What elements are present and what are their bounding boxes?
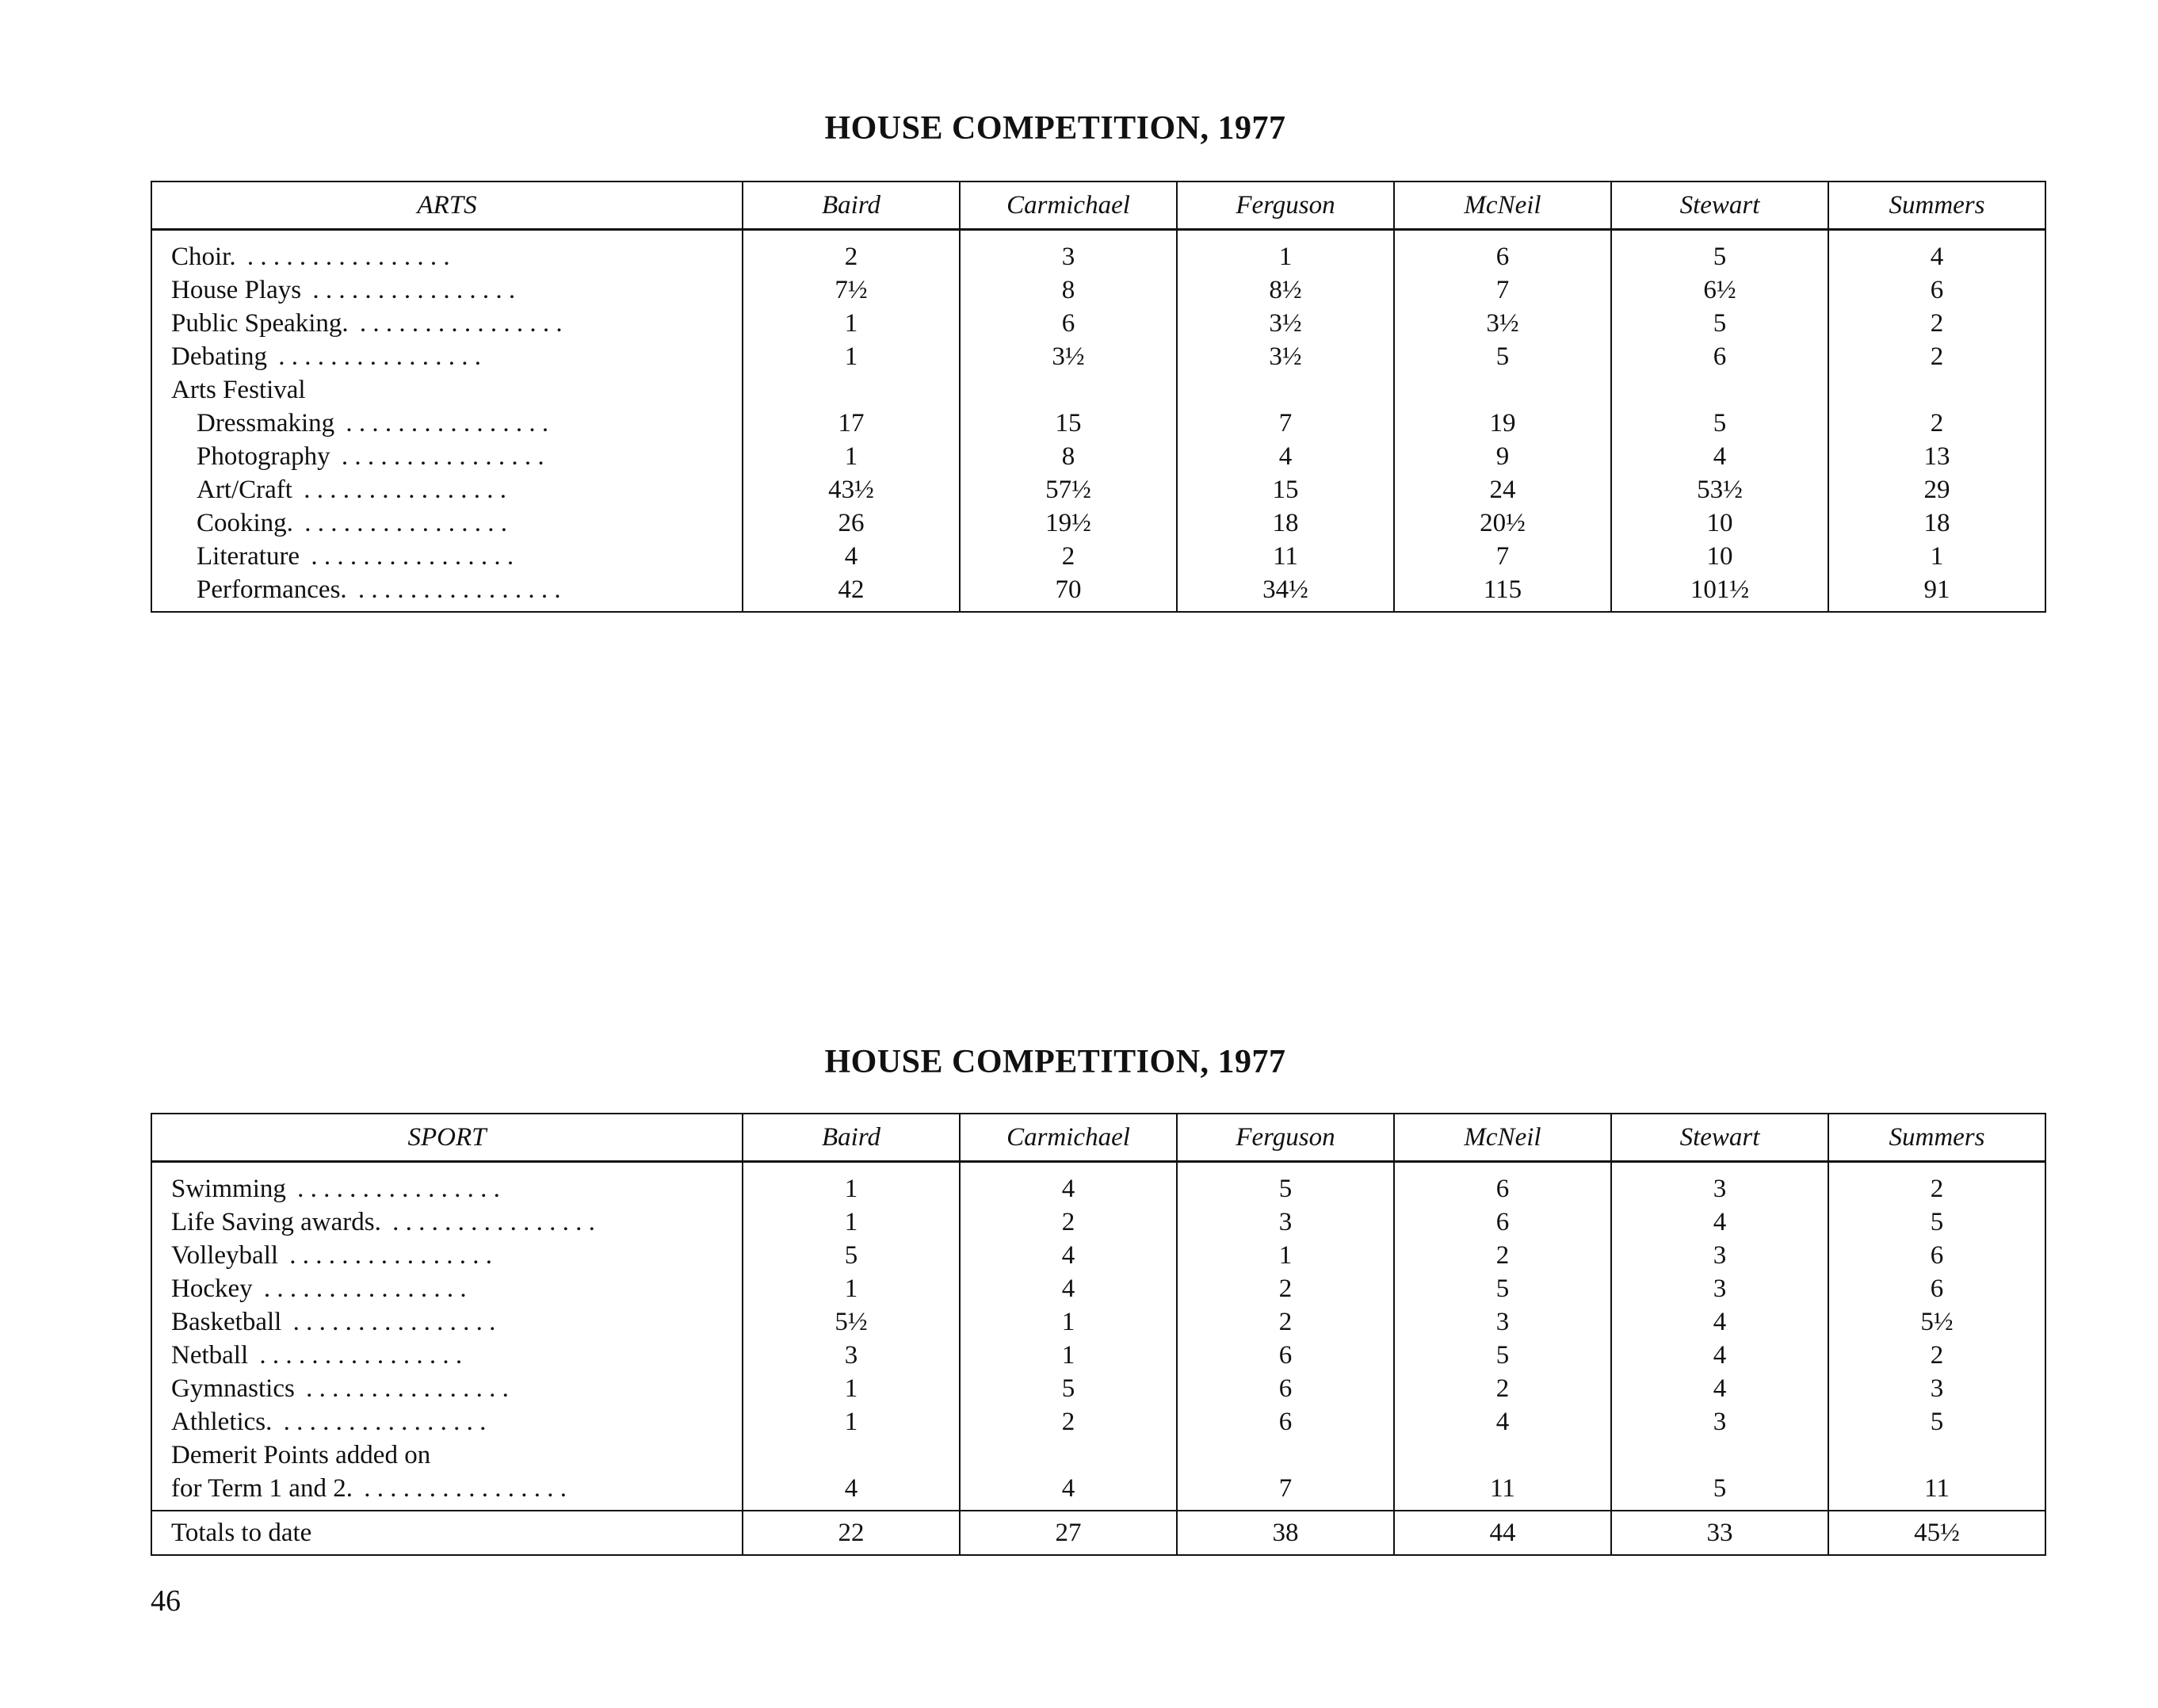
row-label <box>151 1439 743 1472</box>
score-cell: 3 <box>1611 1272 1828 1305</box>
total-ferguson: 38 <box>1177 1511 1394 1555</box>
score-cell: 18 <box>1177 506 1394 540</box>
score-cell: 2 <box>1177 1305 1394 1339</box>
score-cell: 1 <box>960 1339 1177 1372</box>
row-label <box>151 1305 743 1339</box>
row-label <box>151 273 743 307</box>
score-cell: 2 <box>960 1206 1177 1239</box>
score-cell: 6 <box>1828 1272 2045 1305</box>
sport-table <box>151 1113 2046 1556</box>
table-row <box>151 1162 2045 1206</box>
row-label-text: Public Speaking. <box>171 309 353 338</box>
score-cell: 13 <box>1828 440 2045 473</box>
row-label-text: Volleyball <box>171 1241 283 1270</box>
row-label <box>151 340 743 373</box>
score-cell: 15 <box>1177 473 1394 506</box>
dot-leader: . . . . . . . . . . . . . . . . <box>299 1374 509 1403</box>
table-row <box>151 473 2045 506</box>
score-cell: 1 <box>960 1305 1177 1339</box>
score-cell: 115 <box>1394 573 1611 612</box>
dot-leader: . . . . . . . . . . . . . . . . <box>339 408 549 438</box>
score-cell: 1 <box>743 1405 960 1439</box>
score-cell: 3½ <box>1177 340 1394 373</box>
score-cell: 5 <box>743 1239 960 1272</box>
row-label <box>151 473 743 506</box>
dot-leader: . . . . . . . . . . . . . . . . <box>297 508 507 537</box>
table-row <box>151 573 2045 612</box>
score-cell: 4 <box>743 540 960 573</box>
score-cell: 2 <box>1828 407 2045 440</box>
row-label <box>151 573 743 612</box>
total-stewart: 33 <box>1611 1511 1828 1555</box>
score-cell: 5 <box>1177 1162 1394 1206</box>
score-cell: 5½ <box>1828 1305 2045 1339</box>
row-label-text: House Plays <box>171 276 306 304</box>
table-row <box>151 1472 2045 1511</box>
row-label <box>151 440 743 473</box>
score-cell: 4 <box>1828 230 2045 274</box>
totals-row <box>151 1511 2045 1555</box>
header-baird: Baird <box>743 181 960 230</box>
score-cell: 5 <box>1828 1405 2045 1439</box>
header-carmichael: Carmichael <box>960 181 1177 230</box>
score-cell: 5 <box>1611 407 1828 440</box>
score-cell <box>743 373 960 407</box>
row-label-text: Literature <box>197 542 304 571</box>
row-label <box>151 230 743 274</box>
row-label-text: for Term 1 and 2. <box>171 1474 357 1503</box>
score-cell: 3 <box>1611 1162 1828 1206</box>
row-label-text: Demerit Points added on <box>171 1441 435 1469</box>
score-cell: 6 <box>1611 340 1828 373</box>
table-row <box>151 506 2045 540</box>
row-label-text: Debating <box>171 342 272 371</box>
score-cell: 2 <box>1828 1162 2045 1206</box>
score-cell: 3 <box>960 230 1177 274</box>
score-cell: 8 <box>960 440 1177 473</box>
score-cell: 19½ <box>960 506 1177 540</box>
score-cell: 3 <box>1394 1305 1611 1339</box>
score-cell: 19 <box>1394 407 1611 440</box>
sport-category-header: SPORT <box>151 1114 743 1162</box>
score-cell: 10 <box>1611 506 1828 540</box>
score-cell: 5 <box>1828 1206 2045 1239</box>
score-cell: 1 <box>1177 1239 1394 1272</box>
row-label-text: Athletics. <box>171 1408 277 1436</box>
totals-label: Totals to date <box>151 1511 743 1555</box>
score-cell: 29 <box>1828 473 2045 506</box>
dot-leader: . . . . . . . . . . . . . . . . <box>304 541 514 571</box>
row-label <box>151 1405 743 1439</box>
score-cell: 6 <box>1177 1339 1394 1372</box>
score-cell <box>960 1439 1177 1472</box>
table-row <box>151 373 2045 407</box>
table-row <box>151 340 2045 373</box>
score-cell: 5 <box>1611 230 1828 274</box>
score-cell: 57½ <box>960 473 1177 506</box>
score-cell <box>1394 373 1611 407</box>
total-carmichael: 27 <box>960 1511 1177 1555</box>
arts-header-row <box>151 181 2045 230</box>
row-label <box>151 540 743 573</box>
score-cell <box>1611 373 1828 407</box>
score-cell: 6 <box>1177 1405 1394 1439</box>
score-cell: 2 <box>743 230 960 274</box>
score-cell: 3½ <box>960 340 1177 373</box>
arts-table-title: HOUSE COMPETITION, 1977 <box>824 110 1286 147</box>
score-cell: 4 <box>960 1239 1177 1272</box>
score-cell: 3 <box>1828 1372 2045 1405</box>
header-ferguson: Ferguson <box>1177 1114 1394 1162</box>
score-cell: 20½ <box>1394 506 1611 540</box>
row-label-text: Photography <box>197 442 335 471</box>
dot-leader: . . . . . . . . . . . . . . . . <box>353 308 563 338</box>
score-cell: 1 <box>743 307 960 340</box>
table-row <box>151 273 2045 307</box>
score-cell: 5 <box>960 1372 1177 1405</box>
row-label-text: Performances. <box>197 575 352 604</box>
header-mcneil: McNeil <box>1394 1114 1611 1162</box>
score-cell: 1 <box>743 440 960 473</box>
score-cell: 2 <box>960 1405 1177 1439</box>
score-cell: 2 <box>1177 1272 1394 1305</box>
score-cell: 101½ <box>1611 573 1828 612</box>
row-label-text: Netball <box>171 1341 253 1370</box>
table-row <box>151 540 2045 573</box>
arts-table <box>151 181 2046 613</box>
score-cell: 2 <box>1394 1372 1611 1405</box>
score-cell: 17 <box>743 407 960 440</box>
dot-leader: . . . . . . . . . . . . . . . . <box>385 1207 595 1236</box>
table-row <box>151 1339 2045 1372</box>
score-cell <box>743 1439 960 1472</box>
dot-leader: . . . . . . . . . . . . . . . . <box>290 1174 500 1203</box>
total-baird: 22 <box>743 1511 960 1555</box>
row-label <box>151 1162 743 1206</box>
dot-leader: . . . . . . . . . . . . . . . . <box>357 1473 567 1503</box>
sport-header-row <box>151 1114 2045 1162</box>
score-cell: 7 <box>1177 407 1394 440</box>
score-cell: 3 <box>743 1339 960 1372</box>
score-cell: 1 <box>743 340 960 373</box>
row-label <box>151 1272 743 1305</box>
score-cell: 3 <box>1177 1206 1394 1239</box>
score-cell: 5½ <box>743 1305 960 1339</box>
score-cell: 2 <box>1828 340 2045 373</box>
score-cell: 26 <box>743 506 960 540</box>
score-cell: 4 <box>960 1272 1177 1305</box>
score-cell: 5 <box>1611 1472 1828 1511</box>
score-cell: 18 <box>1828 506 2045 540</box>
score-cell: 2 <box>1394 1239 1611 1272</box>
score-cell: 4 <box>743 1472 960 1511</box>
score-cell: 6 <box>960 307 1177 340</box>
score-cell: 8½ <box>1177 273 1394 307</box>
score-cell: 4 <box>1611 1305 1828 1339</box>
row-label <box>151 307 743 340</box>
score-cell: 6 <box>1177 1372 1394 1405</box>
score-cell: 6 <box>1394 230 1611 274</box>
row-label-text: Arts Festival <box>171 376 311 404</box>
score-cell <box>1177 1439 1394 1472</box>
dot-leader: . . . . . . . . . . . . . . . . <box>351 575 561 604</box>
score-cell: 70 <box>960 573 1177 612</box>
table-row <box>151 1439 2045 1472</box>
score-cell: 10 <box>1611 540 1828 573</box>
score-cell: 11 <box>1828 1472 2045 1511</box>
row-label <box>151 506 743 540</box>
score-cell: 9 <box>1394 440 1611 473</box>
score-cell: 2 <box>960 540 1177 573</box>
total-summers: 45½ <box>1828 1511 2045 1555</box>
header-summers: Summers <box>1828 1114 2045 1162</box>
header-summers: Summers <box>1828 181 2045 230</box>
score-cell: 4 <box>1611 1372 1828 1405</box>
dot-leader: . . . . . . . . . . . . . . . . <box>334 441 544 471</box>
dot-leader: . . . . . . . . . . . . . . . . <box>283 1240 493 1270</box>
row-label <box>151 373 743 407</box>
score-cell: 4 <box>1394 1405 1611 1439</box>
score-cell: 91 <box>1828 573 2045 612</box>
score-cell: 4 <box>1611 1206 1828 1239</box>
table-row <box>151 1372 2045 1405</box>
page-number: 46 <box>151 1584 181 1618</box>
score-cell: 5 <box>1611 307 1828 340</box>
score-cell: 7 <box>1394 273 1611 307</box>
table-row <box>151 1206 2045 1239</box>
dot-leader: . . . . . . . . . . . . . . . . <box>296 475 506 504</box>
table-row <box>151 407 2045 440</box>
score-cell <box>1177 373 1394 407</box>
row-label <box>151 1206 743 1239</box>
score-cell: 5 <box>1394 1272 1611 1305</box>
score-cell: 8 <box>960 273 1177 307</box>
score-cell: 1 <box>1828 540 2045 573</box>
row-label-text: Art/Craft <box>197 476 297 504</box>
row-label-text: Gymnastics <box>171 1374 300 1403</box>
header-stewart: Stewart <box>1611 1114 1828 1162</box>
row-label <box>151 1339 743 1372</box>
header-ferguson: Ferguson <box>1177 181 1394 230</box>
score-cell: 4 <box>960 1472 1177 1511</box>
header-mcneil: McNeil <box>1394 181 1611 230</box>
score-cell: 1 <box>1177 230 1394 274</box>
dot-leader: . . . . . . . . . . . . . . . . <box>286 1307 496 1336</box>
row-label-text: Life Saving awards. <box>171 1208 386 1236</box>
table-row <box>151 307 2045 340</box>
score-cell: 3½ <box>1177 307 1394 340</box>
arts-category-header: ARTS <box>151 181 743 230</box>
score-cell: 3 <box>1611 1405 1828 1439</box>
score-cell: 43½ <box>743 473 960 506</box>
score-cell: 6½ <box>1611 273 1828 307</box>
table-row <box>151 230 2045 274</box>
dot-leader: . . . . . . . . . . . . . . . . <box>306 275 516 304</box>
score-cell: 5 <box>1394 1339 1611 1372</box>
score-cell: 7½ <box>743 273 960 307</box>
score-cell: 11 <box>1394 1472 1611 1511</box>
dot-leader: . . . . . . . . . . . . . . . . <box>240 242 450 271</box>
score-cell: 1 <box>743 1206 960 1239</box>
table-row <box>151 1272 2045 1305</box>
dot-leader: . . . . . . . . . . . . . . . . <box>271 342 481 371</box>
row-label-text: Hockey <box>171 1274 258 1303</box>
row-label-text: Choir. <box>171 243 241 271</box>
score-cell: 4 <box>1611 440 1828 473</box>
table-row <box>151 1305 2045 1339</box>
row-label-text: Swimming <box>171 1175 291 1203</box>
header-baird: Baird <box>743 1114 960 1162</box>
score-cell: 2 <box>1828 1339 2045 1372</box>
score-cell: 11 <box>1177 540 1394 573</box>
score-cell: 6 <box>1828 1239 2045 1272</box>
table-row <box>151 440 2045 473</box>
score-cell: 4 <box>1611 1339 1828 1372</box>
row-label-text: Cooking. <box>197 509 298 537</box>
sport-table-title: HOUSE COMPETITION, 1977 <box>824 1044 1286 1080</box>
score-cell: 1 <box>743 1372 960 1405</box>
score-cell: 3½ <box>1394 307 1611 340</box>
score-cell: 42 <box>743 573 960 612</box>
score-cell: 6 <box>1394 1162 1611 1206</box>
table-row <box>151 1239 2045 1272</box>
score-cell: 1 <box>743 1272 960 1305</box>
row-label <box>151 407 743 440</box>
score-cell: 7 <box>1394 540 1611 573</box>
row-label-text: Basketball <box>171 1308 286 1336</box>
table-row <box>151 1405 2045 1439</box>
row-label <box>151 1372 743 1405</box>
score-cell: 3 <box>1611 1239 1828 1272</box>
row-label-text: Dressmaking <box>197 409 339 438</box>
dot-leader: . . . . . . . . . . . . . . . . <box>253 1340 463 1370</box>
score-cell: 4 <box>1177 440 1394 473</box>
score-cell: 5 <box>1394 340 1611 373</box>
score-cell: 1 <box>743 1162 960 1206</box>
score-cell <box>1828 1439 2045 1472</box>
score-cell <box>1828 373 2045 407</box>
row-label <box>151 1239 743 1272</box>
dot-leader: . . . . . . . . . . . . . . . . <box>257 1274 467 1303</box>
header-stewart: Stewart <box>1611 181 1828 230</box>
score-cell: 6 <box>1394 1206 1611 1239</box>
score-cell: 15 <box>960 407 1177 440</box>
score-cell: 6 <box>1828 273 2045 307</box>
score-cell: 24 <box>1394 473 1611 506</box>
score-cell <box>1394 1439 1611 1472</box>
score-cell: 7 <box>1177 1472 1394 1511</box>
score-cell: 34½ <box>1177 573 1394 612</box>
score-cell <box>960 373 1177 407</box>
dot-leader: . . . . . . . . . . . . . . . . <box>277 1407 487 1436</box>
score-cell: 53½ <box>1611 473 1828 506</box>
row-label <box>151 1472 743 1511</box>
total-mcneil: 44 <box>1394 1511 1611 1555</box>
score-cell: 2 <box>1828 307 2045 340</box>
header-carmichael: Carmichael <box>960 1114 1177 1162</box>
score-cell: 4 <box>960 1162 1177 1206</box>
score-cell <box>1611 1439 1828 1472</box>
